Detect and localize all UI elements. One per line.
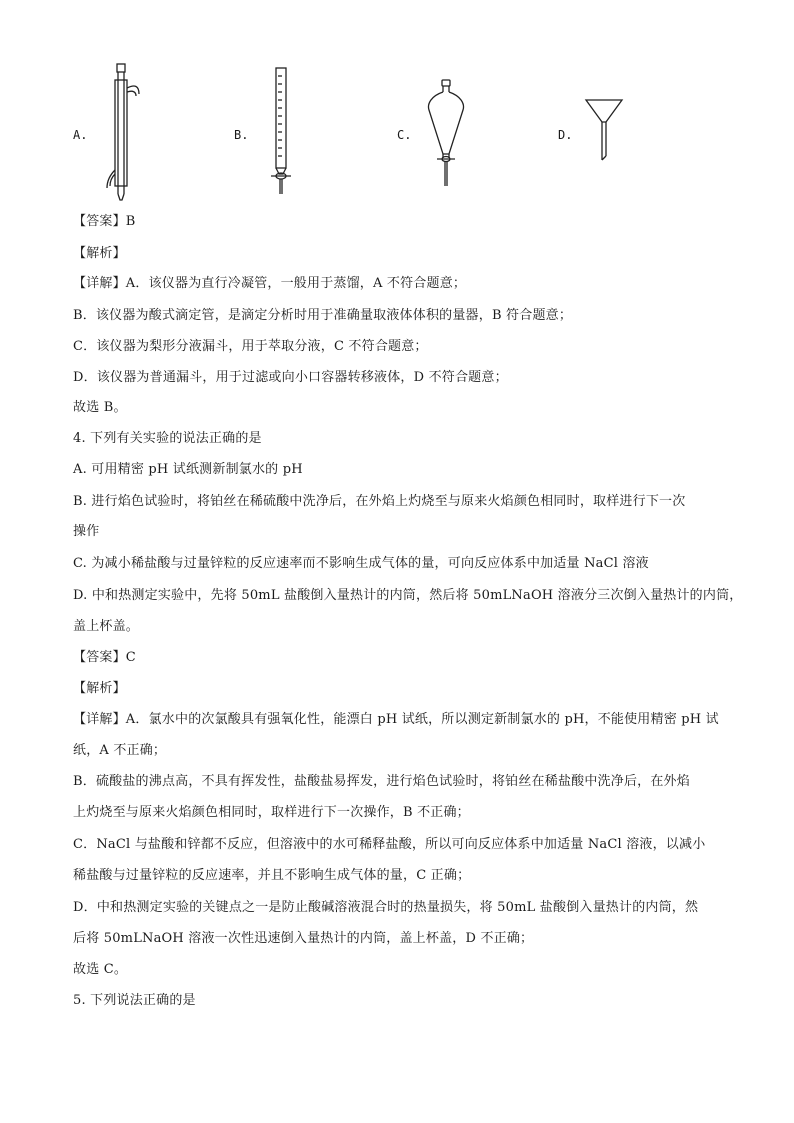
- option-b: [234, 62, 324, 202]
- detail-q3-c: C．该仪器为梨形分液漏斗，用于萃取分液，C 不符合题意；: [73, 339, 428, 354]
- question-4-option-d: D. 中和热测定实验中，先将 50mL 盐酸倒入量热计的内筒，然后将 50mLNaOH 溶液分三次倒入量热计的内筒，: [73, 588, 743, 603]
- acid-burette-icon: [262, 62, 302, 202]
- detail-q4-d: D．中和热测定实验的关键点之一是防止酸碱溶液混合时的热量损失，将 50mL 盐酸倒入量热计的内筒，然: [73, 900, 699, 915]
- analysis-heading-q4: 【解析】: [73, 681, 126, 696]
- analysis-heading-q3: 【解析】: [73, 246, 126, 261]
- option-c-label: C.: [397, 128, 412, 142]
- conclusion-q3: 故选 B。: [73, 400, 127, 415]
- question-4-stem: 4. 下列有关实验的说法正确的是: [73, 431, 262, 446]
- question-4-option-b-cont: 操作: [73, 524, 100, 539]
- detail-q4-c-cont: 稀盐酸与过量锌粒的反应速率，并且不影响生成气体的量，C 正确；: [73, 868, 471, 883]
- option-d: [558, 62, 648, 202]
- detail-q3-b: B．该仪器为酸式滴定管，是滴定分析时用于准确量取液体体积的量器，B 符合题意；: [73, 308, 573, 323]
- question-5-stem: 5. 下列说法正确的是: [73, 993, 196, 1008]
- option-a-label: A.: [73, 128, 88, 142]
- detail-q3-d: D．该仪器为普通漏斗，用于过滤或向小口容器转移液体，D 不符合题意；: [73, 370, 508, 385]
- detail-q4-c: C．NaCl 与盐酸和锌都不反应，但溶液中的水可稀释盐酸，所以可向反应体系中加适量 NaCl 溶液，以减小: [73, 837, 706, 852]
- question-4-option-b: B. 进行焰色试验时，将铂丝在稀硫酸中洗净后，在外焰上灼烧至与原来火焰颜色相同时，取样进行下一次: [73, 494, 686, 509]
- question-4-option-a: A. 可用精密 pH 试纸测新制氯水的 pH: [73, 462, 303, 477]
- answer-q4: 【答案】C: [73, 650, 136, 665]
- detail-q4-a-cont: 纸，A 不正确；: [73, 743, 167, 758]
- ordinary-funnel-icon: [584, 62, 628, 202]
- question-4-option-d-cont: 盖上杯盖。: [73, 619, 140, 634]
- option-b-label: B.: [234, 128, 249, 142]
- detail-q4-b: B．硫酸盐的沸点高，不具有挥发性，盐酸盐易挥发，进行焰色试验时，将铂丝在稀盐酸中洗净后，在外焰: [73, 774, 690, 789]
- option-d-label: D.: [558, 128, 573, 142]
- option-c: [397, 62, 487, 202]
- separatory-funnel-icon: [421, 62, 471, 202]
- answer-q3: 【答案】B: [73, 214, 136, 229]
- detail-q4-b-cont: 上灼烧至与原来火焰颜色相同时，取样进行下一次操作，B 不正确；: [73, 805, 470, 820]
- apparatus-options: [0, 62, 794, 202]
- straight-condenser-icon: [101, 62, 151, 202]
- question-4-option-c: C. 为减小稀盐酸与过量锌粒的反应速率而不影响生成气体的量，可向反应体系中加适量 NaCl 溶液: [73, 556, 649, 571]
- option-a: [73, 62, 163, 202]
- detail-q4-a: 【详解】A．氯水中的次氯酸具有强氧化性，能漂白 pH 试纸，所以测定新制氯水的 pH，不能使用精密 pH 试: [73, 712, 719, 727]
- conclusion-q4: 故选 C。: [73, 962, 128, 977]
- detail-q3-a: 【详解】A．该仪器为直行冷凝管，一般用于蒸馏，A 不符合题意；: [73, 276, 467, 291]
- detail-q4-d-cont: 后将 50mLNaOH 溶液一次性迅速倒入量热计的内筒，盖上杯盖，D 不正确；: [73, 931, 534, 946]
